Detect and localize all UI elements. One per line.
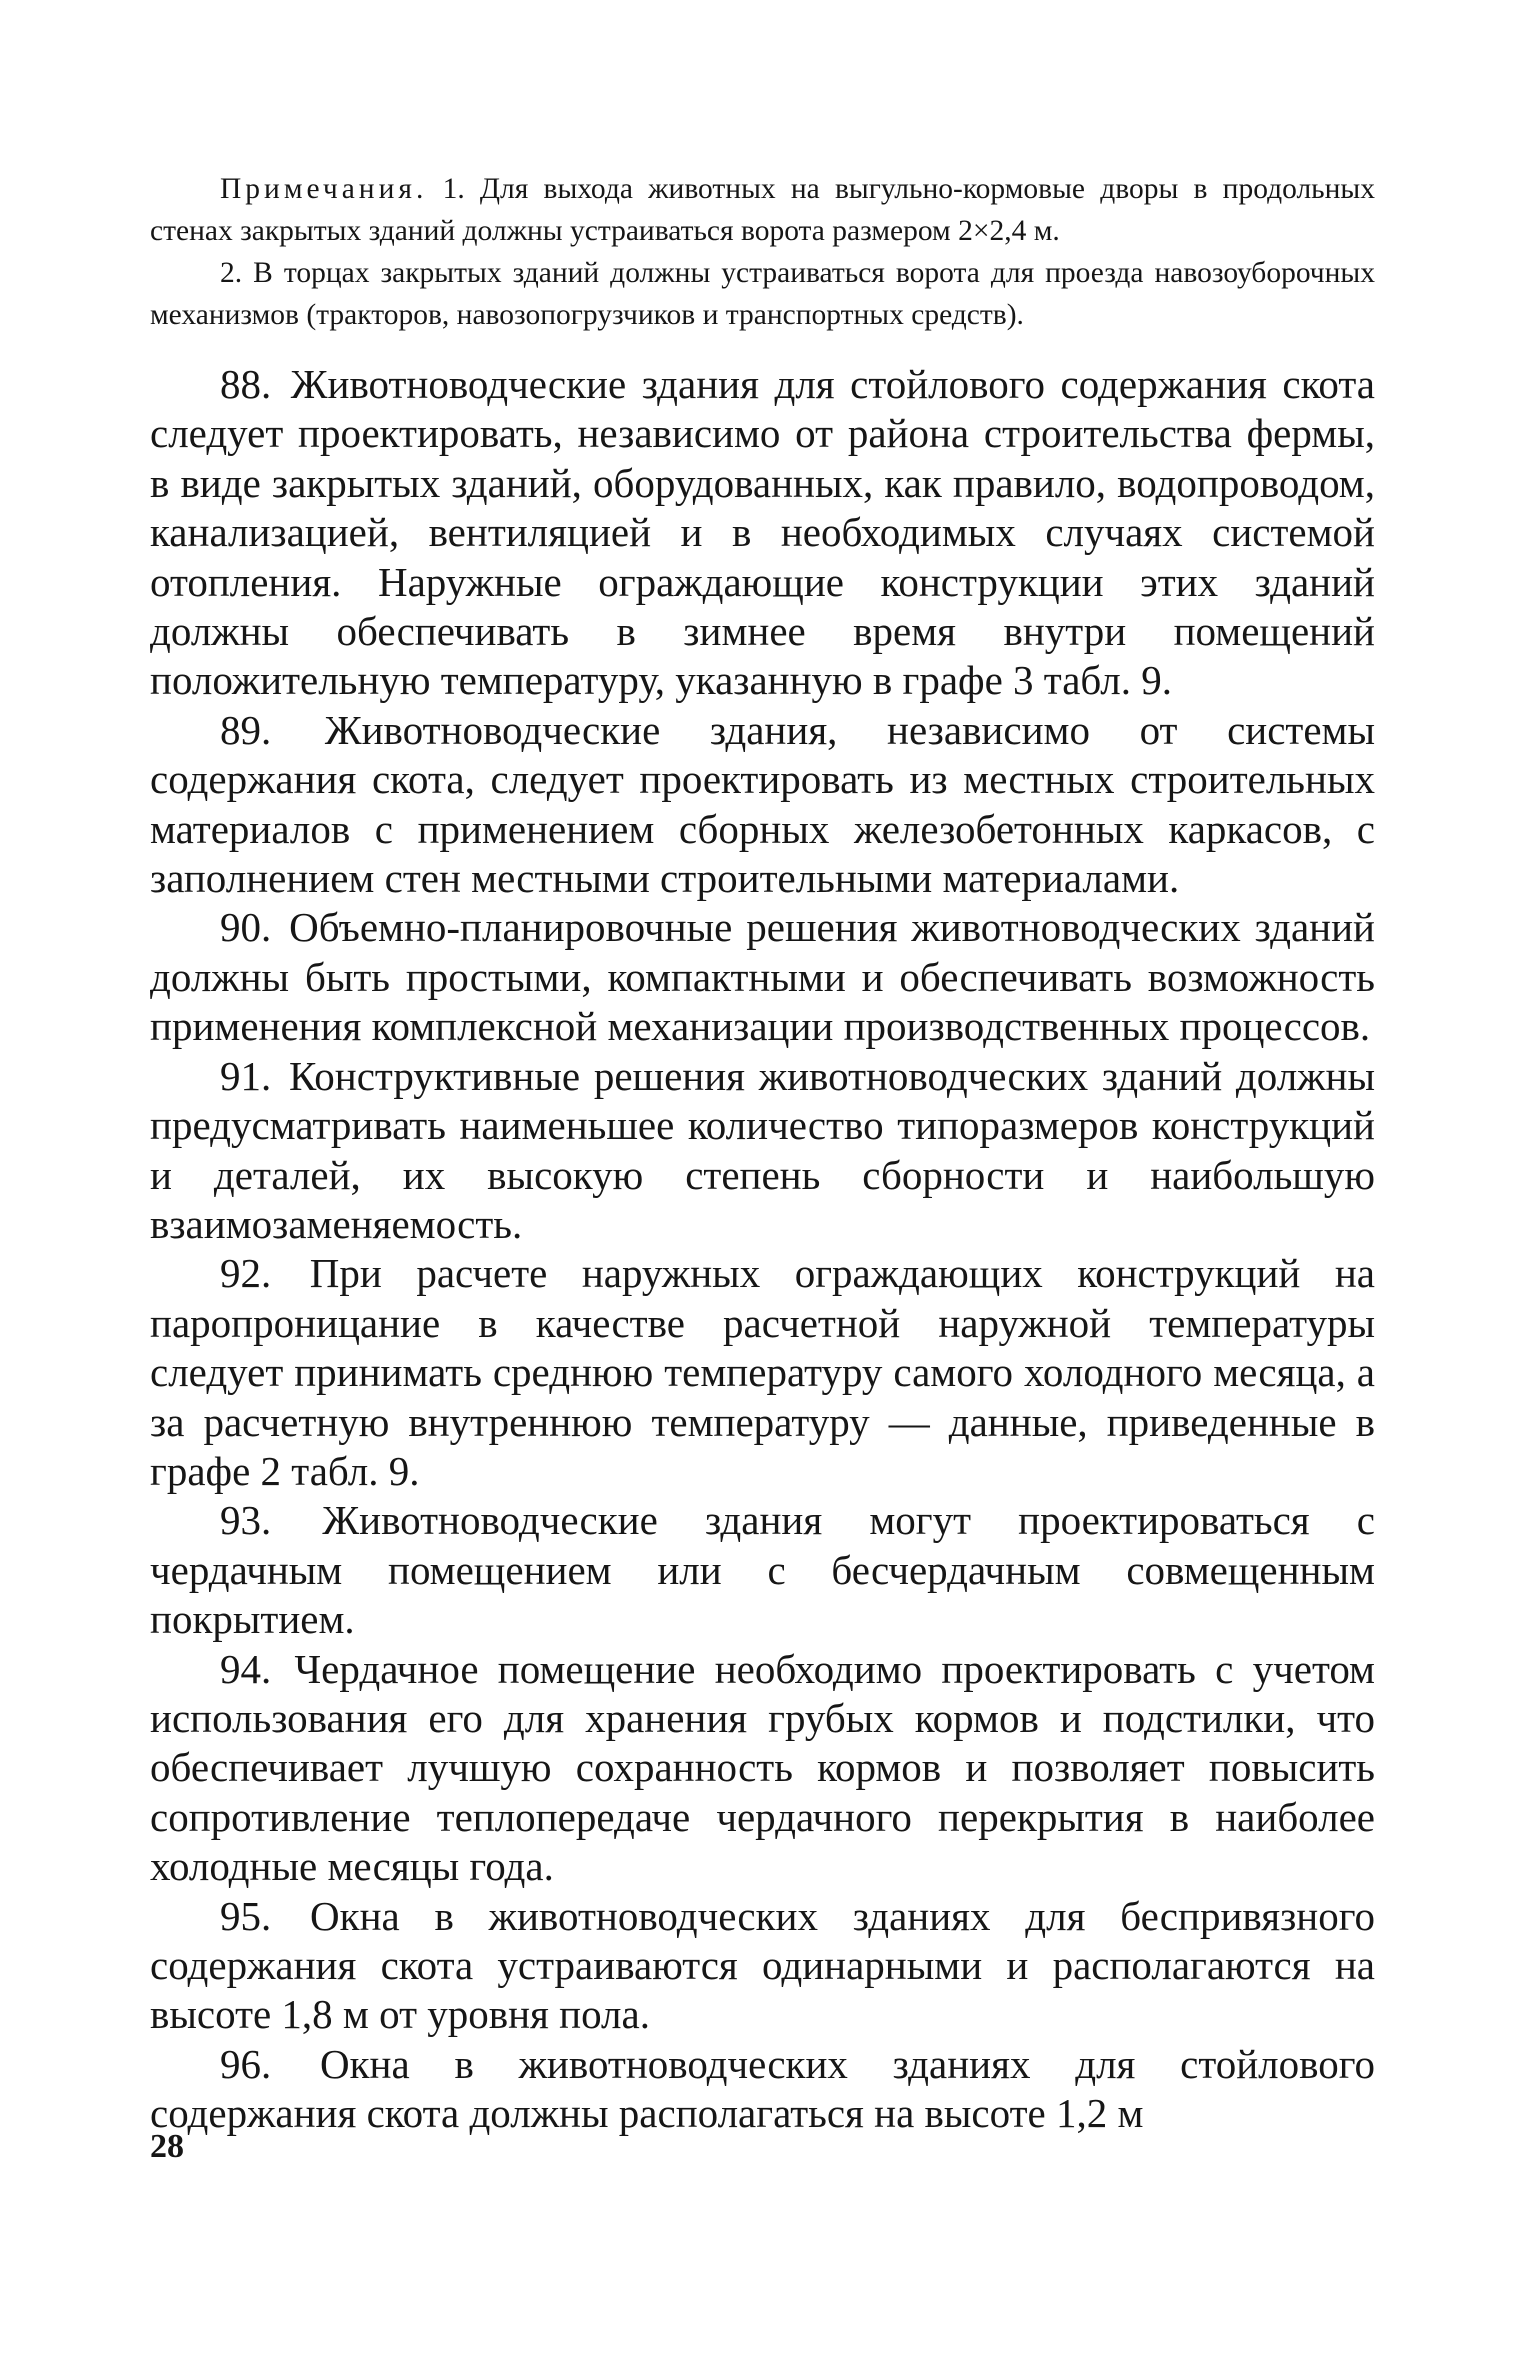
page-number: 28 — [150, 2128, 184, 2165]
note-1-text: 1. Для выхода животных на выгульно-кормовые дворы в продольных стенах закрытых зданий должны устраиваться ворота размером 2×2,4 м. — [150, 173, 1375, 247]
paragraph-number: 89. — [220, 706, 272, 753]
paragraph-95 — [150, 1892, 1375, 2040]
paragraph-number: 93. — [220, 1497, 272, 1544]
paragraph-89 — [150, 706, 1375, 904]
paragraph-text: Животноводческие здания, независимо от системы содержания скота, следует проектировать из местных строительных материалов с применением сборных железобетонных каркасов, с заполнением стен местными строительными материалами. — [150, 706, 1376, 902]
notes-heading: Примечания. — [220, 173, 428, 205]
paragraph-number: 88. — [220, 361, 272, 407]
note-1 — [150, 168, 1375, 252]
paragraph-text: Животноводческие здания для стойлового содержания скота следует проектировать, независимо от района строительства фермы, в виде закрытых зданий, оборудованных, как правило, водопроводом, канализацией, вентиляцией и в необходимых случаях системой отопления. Наружные ограждающие конструкции этих зданий должны обеспечивать в зимнее время внутри помещений положительную температуру, указанную в графе 3 табл. 9. — [150, 361, 1375, 704]
paragraph-number: 91. — [220, 1052, 272, 1099]
paragraph-90 — [150, 903, 1375, 1051]
page-content — [150, 168, 1375, 2139]
main-text — [150, 360, 1375, 2139]
paragraph-93 — [150, 1496, 1375, 1644]
paragraph-88 — [150, 360, 1375, 706]
paragraph-number: 92. — [220, 1250, 272, 1297]
paragraph-92 — [150, 1249, 1375, 1496]
paragraph-91 — [150, 1052, 1375, 1250]
notes-block — [150, 168, 1375, 336]
paragraph-number: 90. — [220, 904, 272, 951]
paragraph-number: 94. — [220, 1645, 272, 1692]
paragraph-text: Конструктивные решения животноводческих зданий должны предусматривать наименьшее количество типоразмеров конструкций и деталей, их высокую степень сборности и наибольшую взаимозаменяемость. — [150, 1052, 1375, 1247]
paragraph-94 — [150, 1645, 1375, 1892]
paragraph-text: При расчете наружных ограждающих конструкций на паропроницание в качестве расчетной наружной температуры следует принимать среднюю температуру самого холодного месяца, а за расчетную внутреннюю температуру — данные, приведенные в графе 2 табл. 9. — [150, 1250, 1376, 1494]
paragraph-number: 95. — [220, 1892, 272, 1939]
paragraph-text: Объемно-планировочные решения животноводческих зданий должны быть простыми, компактными и обеспечивать возможность применения комплексной механизации производственных процессов. — [150, 904, 1375, 1050]
note-2: 2. В торцах закрытых зданий должны устраиваться ворота для проезда навозоуборочных механизмов (тракторов, навозопогрузчиков и транспортных средств). — [150, 257, 1375, 331]
paragraph-text: Окна в животноводческих зданиях для стойлового содержания скота должны располагаться на высоте 1,2 м — [150, 2040, 1376, 2137]
paragraph-96 — [150, 2040, 1375, 2139]
paragraph-text: Чердачное помещение необходимо проектировать с учетом использования его для хранения грубых кормов и подстилки, что обеспечивает лучшую сохранность кормов и позволяет повысить сопротивление теплопередаче чердачного перекрытия в наиболее холодные месяцы года. — [150, 1645, 1375, 1890]
paragraph-number: 96. — [220, 2040, 272, 2087]
paragraph-text: Окна в животноводческих зданиях для беспривязного содержания скота устраиваются одинарными и располагаются на высоте 1,8 м от уровня пола. — [150, 1892, 1376, 2038]
paragraph-text: Животноводческие здания могут проектироваться с чердачным помещением или с бесчердачным совмещенным покрытием. — [150, 1497, 1375, 1643]
